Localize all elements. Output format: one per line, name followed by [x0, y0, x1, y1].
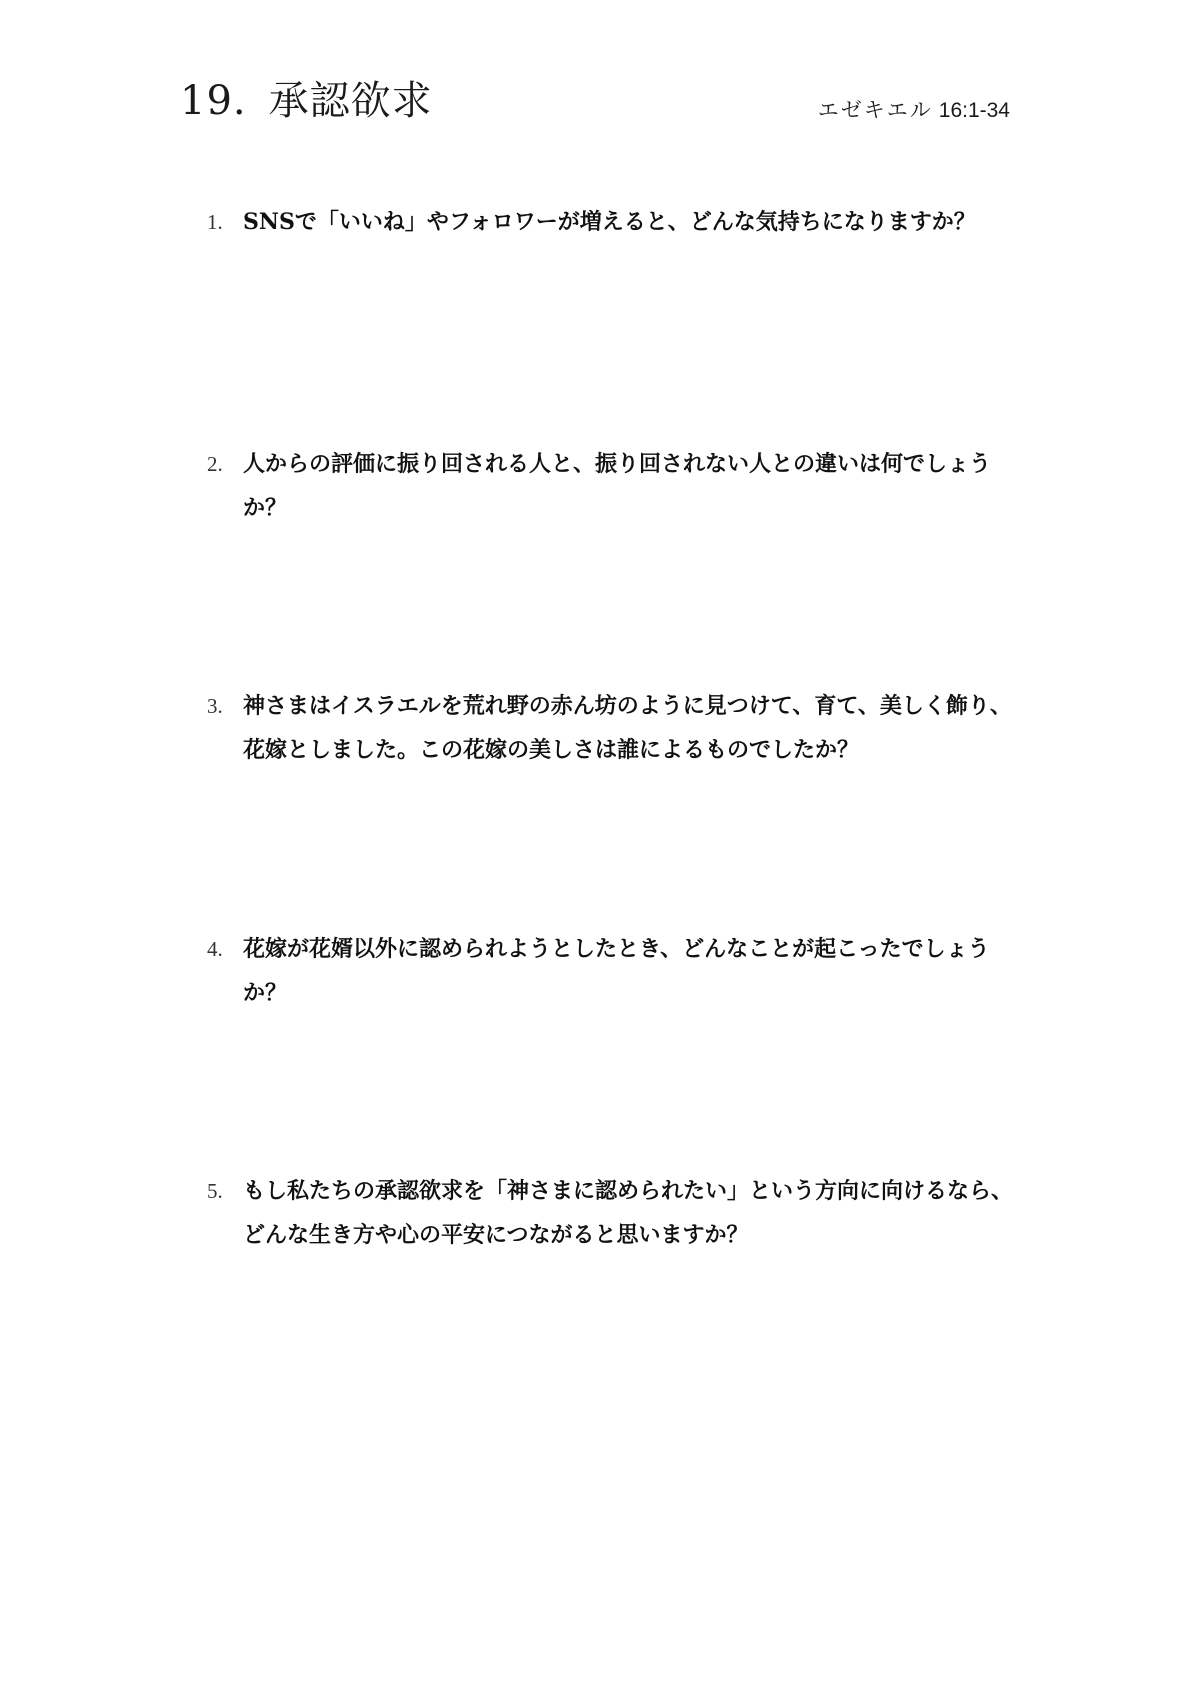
lesson-number: 19. [180, 78, 247, 124]
question-number: 2. [207, 452, 223, 476]
worksheet-header [180, 76, 1010, 136]
lesson-title-text: 承認欲求 [268, 78, 433, 124]
question-text: SNSで「いいね」やフォロワーが増えると、どんな気持ちになりますか？ [243, 209, 976, 235]
lesson-title [180, 76, 433, 126]
question-number: 3. [207, 694, 223, 718]
question-text: 花嫁が花婿以外に認められようとしたとき、どんなことが起こったでしょうか？ [243, 936, 990, 1006]
scripture-reference [818, 96, 1010, 125]
scripture-book: エゼキエル [817, 98, 933, 122]
question-text: もし私たちの承認欲求を「神さまに認められたい」という方向に向けるなら、どんな生き方や心の平安につながると思いますか？ [243, 1178, 1014, 1248]
question-text: 人からの評価に振り回される人と、振り回されない人との違いは何でしょうか？ [243, 451, 992, 521]
question-number: 5. [207, 1179, 223, 1203]
question-number: 1. [207, 210, 223, 234]
scripture-verses: 16:1-34 [938, 99, 1010, 122]
question-number: 4. [207, 937, 223, 961]
question-text: 神さまはイスラエルを荒れ野の赤ん坊のように見つけて、育て、美しく飾り、花嫁としました。この花嫁の美しさは誰によるものでしたか？ [243, 693, 1012, 763]
